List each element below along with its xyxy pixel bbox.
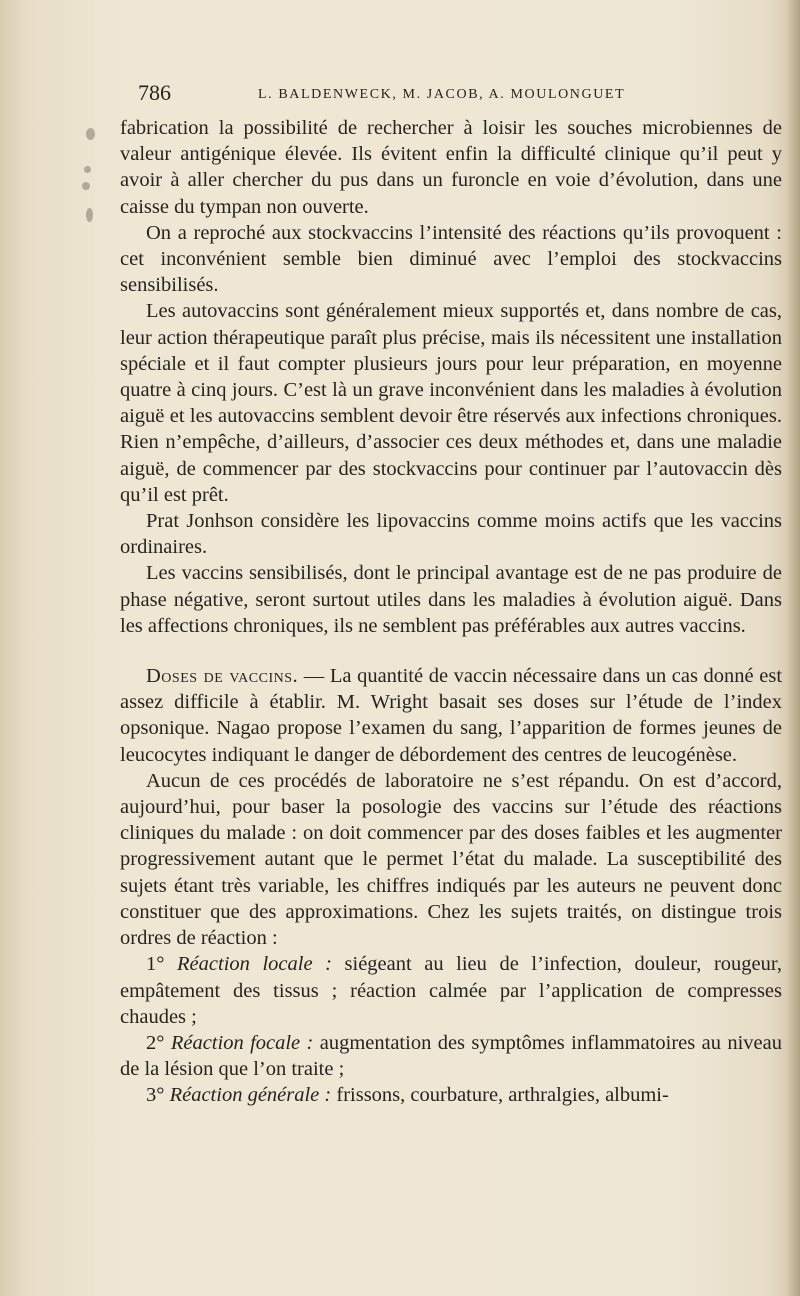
list-number: 3° (146, 1084, 165, 1107)
list-item (120, 1082, 782, 1108)
paragraph: Les vaccins sensibilisés, dont le principal avantage est de ne pas produire de phase négative, seront surtout utiles dans les maladies à évolution aiguë. Dans les affections chroniques, ils ne semblent pas préférables aux autres vaccins. (120, 562, 782, 637)
list-number: 2° (146, 1031, 165, 1054)
list-label: Réaction locale : (177, 953, 332, 976)
page-header (138, 80, 778, 110)
section-heading: Doses de vaccins. (146, 665, 299, 688)
section-paragraph (120, 663, 782, 768)
paragraph: Aucun de ces procédés de laboratoire ne s’est répandu. On est d’accord, aujourd’hui, pour baser la posologie des vaccins sur l’étude des réactions cliniques du malade : on doit commencer par des doses faibles et les augmenter progressivement autant que le permet l’état du malade. La susceptibilité des sujets étant très variable, les chiffres indiqués par les auteurs ne peuvent donc constituer que des approximations. Chez les sujets traités, on distingue trois ordres de réaction : (120, 769, 782, 950)
margin-smudge (86, 208, 93, 222)
list-text: siégeant au lieu de l’infection, douleur, rougeur, empâtement des tissus ; réaction calmée par l’application de compresses chaudes ; (120, 953, 783, 1028)
paragraph: fabrication la possibilité de rechercher à loisir les souches microbiennes de valeur antigénique élevée. Ils évitent enfin la difficulté clinique qu’il peut y avoir à aller chercher du pus dans un furoncle en voie d’évolution, dans une caisse du tympan non ouverte. (120, 117, 782, 218)
running-head: L. BALDENWECK, M. JACOB, A. MOULONGUET (258, 87, 626, 102)
list-item (120, 1030, 782, 1082)
list-label: Réaction focale : (170, 1031, 314, 1054)
body-text (120, 115, 782, 1109)
paragraph: On a reproché aux stockvaccins l’intensité des réactions qu’ils provoquent : cet inconvénient semble bien diminué avec l’emploi des stockvaccins sensibilisés. (120, 221, 782, 297)
paragraph: Prat Jonhson considère les lipovaccins comme moins actifs que les vaccins ordinaires. (120, 510, 782, 559)
margin-smudge (84, 166, 91, 173)
page-number: 786 (138, 80, 171, 105)
list-text: augmentation des symptômes inflammatoires au niveau de la lésion que l’on traite ; (120, 1031, 782, 1081)
page-edge-shadow (786, 0, 800, 1296)
list-label: Réaction générale : (169, 1084, 332, 1107)
list-item (120, 951, 782, 1030)
list-text: frissons, courbature, arthralgies, albumi- (331, 1084, 669, 1107)
section-dash: — (298, 665, 330, 688)
list-number: 1° (146, 953, 165, 976)
section-text: La quantité de vaccin nécessaire dans un cas donné est assez difficile à établir. M. Wright basait ses doses sur l’étude de l’index opsonique. Nagao propose l’examen du sang, l’apparition de formes jeunes de leucocytes indiquant le danger de débordement des centres de leucogénèse. (120, 665, 783, 766)
paragraph: Les autovaccins sont généralement mieux supportés et, dans nombre de cas, leur action thérapeutique paraît plus précise, mais ils nécessitent une installation spéciale et il faut compter plusieurs jours pour leur préparation, en moyenne quatre à cinq jours. C’est là un grave inconvénient dans les maladies à évolution aiguë et les autovaccins semblent devoir être réservés aux infections chroniques. Rien n’empêche, d’ailleurs, d’associer ces deux méthodes et, dans une maladie aiguë, de commencer par des stockvaccins pour continuer par l’autovaccin dès qu’il est prêt. (120, 300, 782, 506)
margin-smudge (86, 128, 95, 140)
margin-smudge (82, 182, 90, 190)
